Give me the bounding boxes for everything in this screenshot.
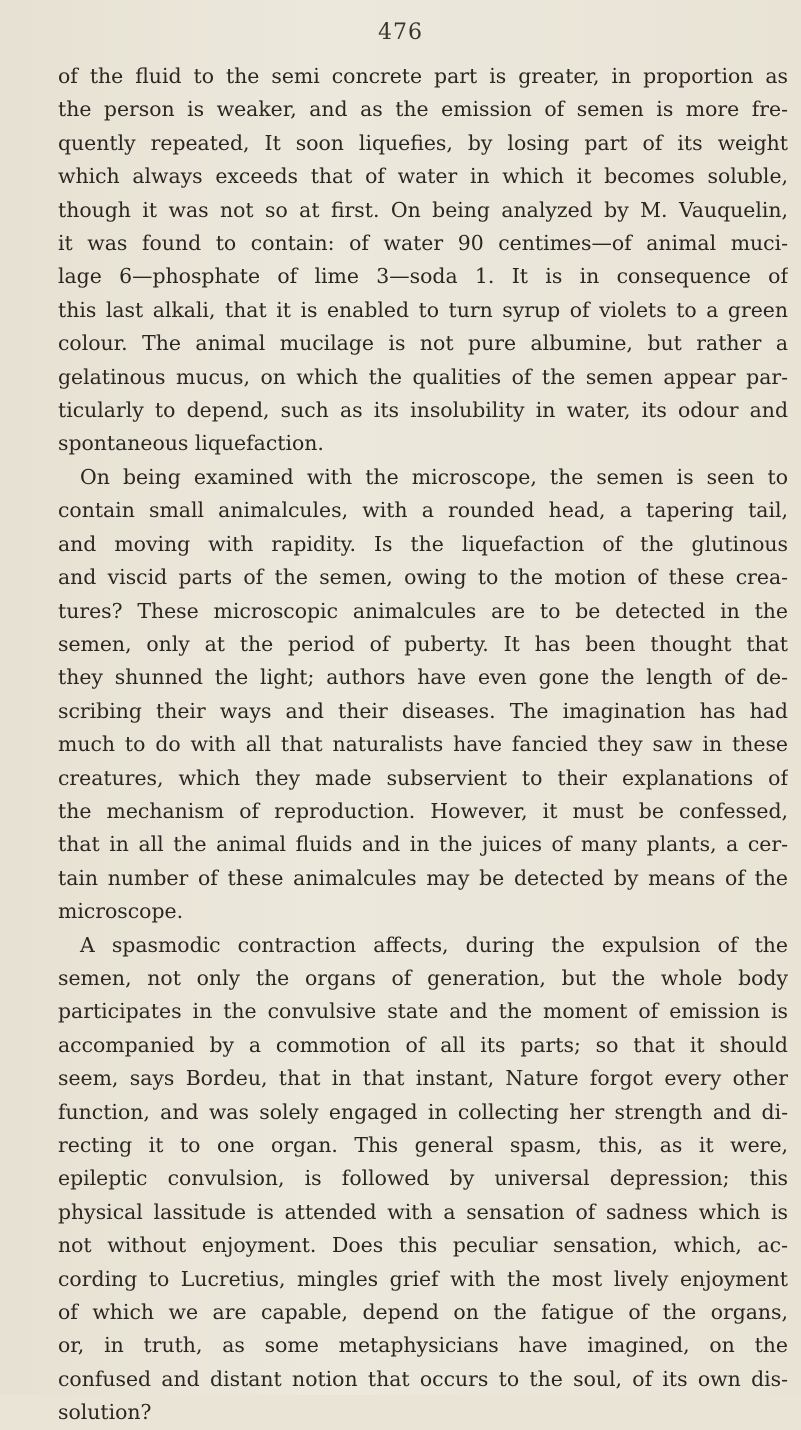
- text-line: epileptic convulsion, is followed by universal depression; this: [58, 1166, 788, 1191]
- text-line: this last alkali, that it is enabled to turn syrup of violets to a green: [58, 297, 788, 322]
- text-line: quently repeated, It soon liquefies, by losing part of its weight: [58, 130, 788, 155]
- text-line: spontaneous liquefaction.: [58, 431, 324, 456]
- text-line: much to do with all that naturalists have fancied they saw in these: [58, 732, 788, 757]
- text-line: not without enjoyment. Does this peculiar sensation, which, ac-: [58, 1233, 788, 1258]
- text-line: recting it to one organ. This general spasm, this, as it were,: [58, 1133, 788, 1157]
- text-line: solution?: [58, 1400, 152, 1425]
- body-text: [58, 60, 788, 1430]
- text-line: participates in the convulsive state and the moment of emission is: [58, 999, 788, 1024]
- text-line: the person is weaker, and as the emission of semen is more fre-: [58, 97, 788, 122]
- text-line: semen, only at the period of puberty. It has been thought that: [58, 631, 788, 656]
- text-line: though it was not so at first. On being analyzed by M. Vauquelin,: [58, 197, 788, 222]
- text-line: of which we are capable, depend on the fatigue of the organs,: [58, 1300, 788, 1325]
- text-line: contain small animalcules, with a rounded head, a tapering tail,: [58, 498, 788, 523]
- text-line: tain number of these animalcules may be detected by means of the: [58, 865, 788, 890]
- text-line: of the fluid to the semi concrete part is greater, in proportion as: [58, 64, 788, 88]
- text-line: On being examined with the microscope, the semen is seen to: [80, 464, 788, 489]
- text-line: they shunned the light; authors have even gone the length of de-: [58, 665, 788, 690]
- text-line: cording to Lucretius, mingles grief with the most lively enjoyment: [58, 1266, 788, 1291]
- text-line: semen, not only the organs of generation, but the whole body: [58, 965, 788, 990]
- text-line: and moving with rapidity. Is the liquefaction of the glutinous: [58, 531, 788, 556]
- text-line: gelatinous mucus, on which the qualities of the semen appear par-: [58, 364, 788, 389]
- text-line: or, in truth, as some metaphysicians have imagined, on the: [58, 1333, 788, 1358]
- text-line: that in all the animal fluids and in the juices of many plants, a cer-: [58, 832, 788, 857]
- text-line: which always exceeds that of water in which it becomes soluble,: [58, 164, 788, 189]
- text-line: and viscid parts of the semen, owing to the motion of these crea-: [58, 565, 788, 590]
- text-line: accompanied by a commotion of all its parts; so that it should: [58, 1032, 788, 1057]
- text-line: tures? These microscopic animalcules are to be detected in the: [58, 598, 788, 623]
- text-line: ticularly to depend, such as its insolubility in water, its odour and: [58, 398, 788, 423]
- text-line: the mechanism of reproduction. However, it must be confessed,: [58, 798, 788, 823]
- text-line: microscope.: [58, 899, 184, 924]
- text-line: function, and was solely engaged in collecting her strength and di-: [58, 1099, 788, 1124]
- text-line: creatures, which they made subservient to their explanations of: [58, 765, 788, 790]
- text-line: physical lassitude is attended with a sensation of sadness which is: [58, 1199, 788, 1224]
- text-line: lage 6—phosphate of lime 3—soda 1. It is in consequence of: [58, 264, 788, 289]
- text-line: it was found to contain: of water 90 centimes—of animal muci-: [58, 231, 788, 256]
- text-line: seem, says Bordeu, that in that instant, Nature forgot every other: [58, 1066, 788, 1091]
- page-number: 476: [378, 20, 423, 45]
- text-line: confused and distant notion that occurs to the soul, of its own dis-: [58, 1366, 788, 1391]
- text-line: colour. The animal mucilage is not pure albumine, but rather a: [58, 331, 788, 356]
- text-line: scribing their ways and their diseases. The imagination has had: [58, 698, 788, 723]
- text-line: A spasmodic contraction affects, during the expulsion of the: [80, 932, 788, 957]
